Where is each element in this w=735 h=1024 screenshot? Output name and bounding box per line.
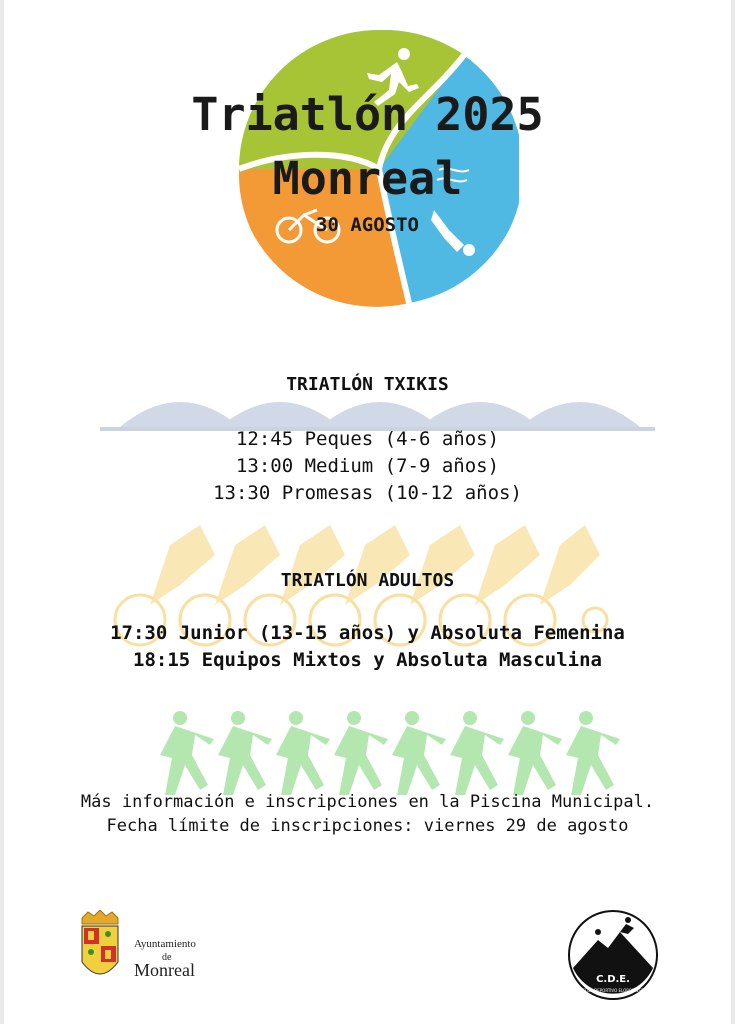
adultos-item: 18:15 Equipos Mixtos y Absoluta Masculina — [133, 649, 602, 671]
event-date: 30 AGOSTO — [316, 214, 419, 236]
ayuntamiento-de: de — [162, 952, 172, 963]
txikis-item: 13:00 Medium (7-9 años) — [235, 455, 500, 477]
club-initials: C.D.E. — [596, 974, 630, 985]
deadline-line: Fecha límite de inscripciones: viernes 29 de agosto — [106, 816, 629, 836]
event-location: Monreal — [272, 152, 463, 205]
txikis-item: 12:45 Peques (4-6 años) — [235, 428, 500, 450]
info-line: Más información e inscripciones en la Piscina Municipal. — [80, 792, 655, 812]
ayuntamiento-label: Ayuntamiento — [134, 938, 196, 950]
club-name: CLUB DEPORTIVO ELORRIENSE — [582, 988, 644, 993]
txikis-item: 13:30 Promesas (10-12 años) — [213, 482, 522, 504]
adultos-item: 17:30 Junior (13-15 años) y Absoluta Femenina — [110, 622, 625, 644]
adultos-title: TRIATLÓN ADULTOS — [280, 570, 455, 591]
event-title: Triatlón 2025 — [191, 88, 544, 141]
club-logo-icon — [568, 910, 658, 1000]
txikis-title: TRIATLÓN TXIKIS — [286, 374, 449, 395]
runners-background-icon — [150, 710, 620, 805]
ayuntamiento-name: Monreal — [134, 960, 195, 980]
